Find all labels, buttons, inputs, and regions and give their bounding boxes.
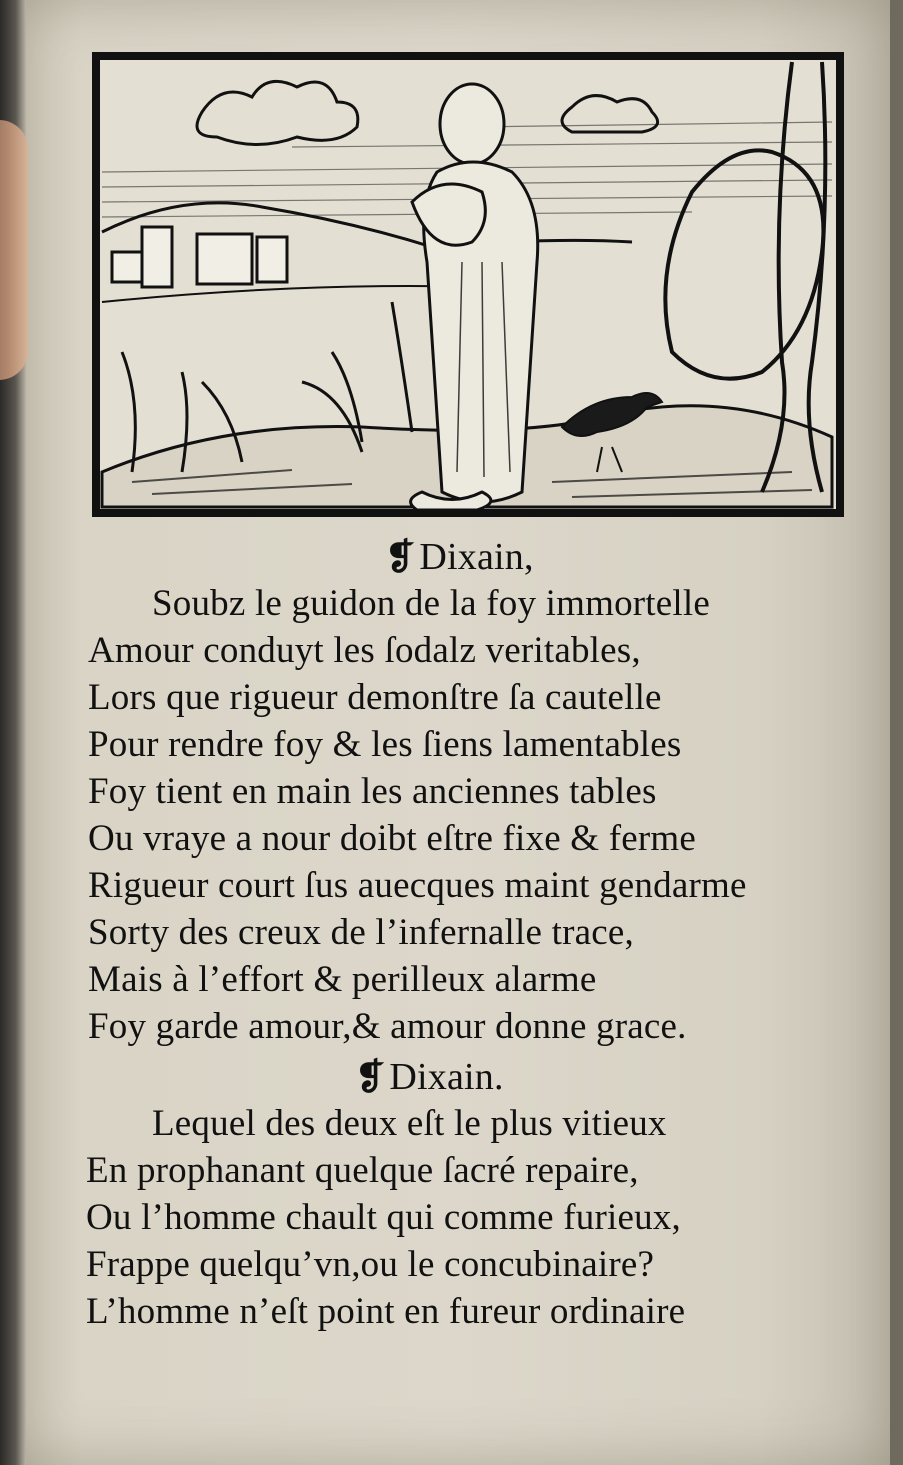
poem1-line-5: Foy tient en main les anciennes tables: [88, 771, 657, 812]
poem2-line-2: En prophanant quelque ſacré repaire,: [86, 1150, 639, 1191]
poem1-line-10: Foy garde amour,& amour donne grace.: [88, 1006, 687, 1047]
poem2-line-3: Ou l’homme chault qui comme furieux,: [86, 1197, 681, 1238]
poem2-line-1: Lequel des deux eſt le plus vitieux: [152, 1103, 667, 1144]
poem1-line-3: Lors que rigueur demonſtre ſa cautelle: [88, 677, 662, 718]
poem1-line-9: Mais à l’effort & perilleux alarme: [88, 959, 597, 1000]
poem2-heading: ❡ Dixain.: [355, 1056, 504, 1098]
paragraph-mark-icon: ❡: [385, 536, 416, 578]
poem1-heading: ❡ Dixain,: [385, 536, 534, 578]
poem1-line-8: Sorty des creux de l’infernalle trace,: [88, 912, 634, 953]
paragraph-mark-icon: ❡: [355, 1056, 386, 1098]
poem2-line-5: L’homme n’eſt point en fureur ordinaire: [86, 1291, 686, 1332]
poem1-line-4: Pour rendre foy & les ſiens lamentables: [88, 724, 682, 765]
poem2-line-4: Frappe quelqu’vn,ou le concubinaire?: [86, 1244, 655, 1285]
poem1-line-2: Amour conduyt les ſodalz veritables,: [88, 630, 641, 671]
poem1-line-1: Soubz le guidon de la foy immortelle: [152, 583, 710, 624]
poem1-line-7: Rigueur court ſus auecques maint gendarme: [88, 865, 747, 906]
poem1-line-6: Ou vraye a nour doibt eſtre fixe & ferme: [88, 818, 696, 859]
